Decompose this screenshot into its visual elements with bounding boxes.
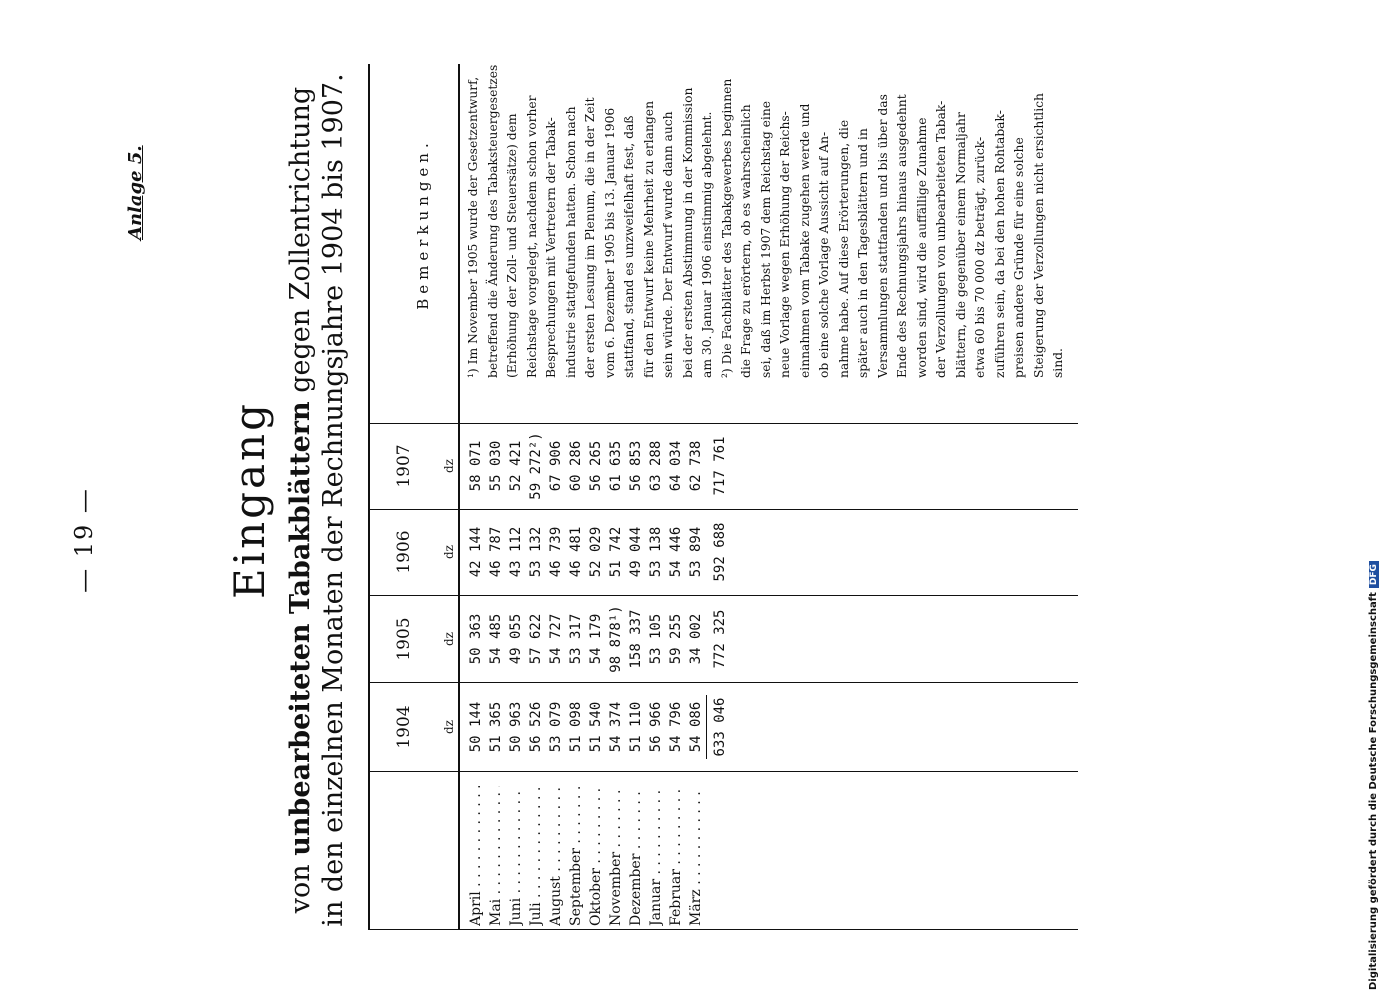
table-cell-1906: 46 739 <box>548 526 564 578</box>
remark-line: etwa 60 bis 70 000 dz beträgt, zurück- <box>973 136 987 378</box>
col-header-1907: 1907 <box>394 444 414 488</box>
page-number: — 19 — <box>70 487 98 593</box>
unit-1906: dz <box>442 545 456 560</box>
table-cell-1905: 53 105 <box>648 613 664 665</box>
table-cell-1907: 56 265 <box>588 440 604 492</box>
table-cell-1907: 63 288 <box>648 440 664 492</box>
table-cell-1906: 52 029 <box>588 526 604 578</box>
table-cell-1904: 51 540 <box>588 701 604 753</box>
table-cell-1906: 49 044 <box>628 526 644 578</box>
table-cell-1906: 53 132 <box>528 526 544 578</box>
table-cell-1905: 98 878¹) <box>608 605 624 673</box>
table-cell-1904: 53 079 <box>548 701 564 753</box>
remark-line: Ende des Rechnungsjahrs hinaus ausgedehnt <box>895 94 909 378</box>
table-row-month: September . . . <box>568 786 584 926</box>
title-subtitle-1-post: gegen Zollentrichtung <box>285 86 316 402</box>
col-divider-1905 <box>368 682 1078 683</box>
side-caption-text: Digitalisierung gefördert durch die Deutsche Forschungsgemeinschaft <box>1368 592 1379 990</box>
table-cell-1905: 158 337 <box>628 609 644 669</box>
side-caption <box>1366 10 1382 990</box>
table-cell-1906: 46 787 <box>488 526 504 578</box>
table-cell-1905: 54 485 <box>488 613 504 665</box>
table-row-month: Mai . . . <box>488 786 504 926</box>
table-cell-1907: 61 635 <box>608 440 624 492</box>
table-cell-1905: 59 255 <box>668 613 684 665</box>
table-row-month: Februar . . . <box>668 786 684 926</box>
table-cell-1907: 60 286 <box>568 440 584 492</box>
dfg-logo: DFG <box>1369 561 1379 588</box>
table-cell-1906: 42 144 <box>468 526 484 578</box>
remark-line: für den Entwurf keine Mehrheit zu erlangen <box>641 101 656 378</box>
table-total-1906: 592 688 <box>712 522 728 582</box>
table-cell-1904: 51 098 <box>568 701 584 753</box>
remark-line: zuführen sein, da bei den hohen Rohtabak- <box>992 110 1007 378</box>
col-header-1906: 1906 <box>394 530 414 574</box>
remark-line: (Erhöhung der Zoll- und Steuersätze) dem <box>505 113 519 378</box>
remark-line: neue Vorlage wegen Erhöhung der Reichs- <box>778 111 792 378</box>
table-cell-1905: 34 002 <box>688 613 704 665</box>
remark-line: sei, daß im Herbst 1907 dem Reichstag eine <box>758 100 773 378</box>
remark-line: sein würde. Der Entwurf wurde dann auch <box>661 111 675 378</box>
remark-line: einnahmen vom Tabake zugehen werde und <box>797 103 812 378</box>
remark-line: Reichstage vorgelegt, nachdem schon vorher <box>524 95 539 378</box>
table-header-rule <box>458 64 460 930</box>
table-cell-1907: 67 906 <box>548 440 564 492</box>
title-main: Eingang <box>225 401 274 600</box>
unit-1905: dz <box>442 632 456 647</box>
table-row-month: Dezember . . . <box>628 786 644 926</box>
title-subtitle-1-pre: von <box>285 855 316 914</box>
table-row-month: Juli . . . <box>528 786 544 926</box>
table-cell-1904: 54 796 <box>668 701 684 753</box>
table-cell-1904: 51 110 <box>628 701 644 753</box>
table-cell-1907: 58 071 <box>468 440 484 492</box>
table-row-month: November . . . <box>608 786 624 926</box>
sum-rule-1904 <box>706 695 707 759</box>
title-subtitle-1-bold: unbearbeiteten Tabakblättern <box>285 401 316 856</box>
table-cell-1907: 64 034 <box>668 440 684 492</box>
table-cell-1907: 62 738 <box>688 440 704 492</box>
table-left-rule <box>368 929 1078 930</box>
remark-line: blättern, die gegenüber einem Normaljahr <box>953 112 968 378</box>
remark-line: der ersten Lesung im Plenum, die in der Zeit <box>583 97 597 378</box>
remark-line: nahme habe. Auf diese Erörterungen, die <box>836 119 851 378</box>
col-header-1905: 1905 <box>394 617 414 661</box>
remark-line: am 30. Januar 1906 einstimmig abgelehnt. <box>700 111 714 378</box>
remark-line: worden sind, wird die auffällige Zunahme <box>914 117 929 378</box>
remark-line: später auch in den Tagesblättern und in <box>856 128 870 378</box>
table-cell-1904: 50 144 <box>468 701 484 753</box>
table-cell-1905: 54 179 <box>588 613 604 665</box>
table-cell-1905: 57 622 <box>528 613 544 665</box>
table-cell-1907: 56 853 <box>628 440 644 492</box>
table-cell-1905: 50 363 <box>468 613 484 665</box>
table-cell-1907: 55 030 <box>488 440 504 492</box>
remark-line: preisen andere Gründe für eine solche <box>1012 137 1026 378</box>
table-row-month: Oktober . . . <box>588 786 604 926</box>
table-cell-1906: 43 112 <box>508 526 524 578</box>
col-header-1904: 1904 <box>394 705 414 749</box>
remark-line: industrie stattgefunden hatten. Schon nach <box>563 106 578 378</box>
remark-line: vom 6. Dezember 1905 bis 13. Januar 1906 <box>602 107 617 378</box>
remark-line: Versammlungen stattfanden und bis über das <box>875 94 890 378</box>
remark-line: ¹) Im November 1905 wurde der Gesetzentwurf, <box>466 76 480 378</box>
customs-table <box>368 64 1078 930</box>
table-cell-1904: 51 365 <box>488 701 504 753</box>
remark-line: Besprechungen mit Vertretern der Tabak- <box>544 117 558 378</box>
table-total-1905: 772 325 <box>712 609 728 669</box>
table-total-1907: 717 761 <box>712 436 728 496</box>
table-row-month: Januar . . . <box>648 786 664 926</box>
remark-line: stattfand, stand es unzweifelhaft fest, daß <box>622 115 636 378</box>
remarks-header: Bemerkungen. <box>414 138 432 310</box>
table-cell-1904: 54 086 <box>688 701 704 753</box>
table-top-rule <box>368 64 370 930</box>
table-cell-1904: 54 374 <box>608 701 624 753</box>
table-cell-1904: 56 526 <box>528 701 544 753</box>
remark-line: die Frage zu erörtern, ob es wahrscheinlich <box>739 104 753 378</box>
table-total-1904: 633 046 <box>712 697 728 757</box>
unit-1907: dz <box>442 459 456 474</box>
remark-line: bei der ersten Abstimmung in der Kommission <box>680 87 695 378</box>
table-cell-1904: 56 966 <box>648 701 664 753</box>
table-cell-1904: 50 963 <box>508 701 524 753</box>
table-cell-1905: 49 055 <box>508 613 524 665</box>
table-cell-1907: 52 421 <box>508 440 524 492</box>
remark-line: sind. <box>1051 348 1065 378</box>
title-subtitle-1 <box>285 0 316 1000</box>
table-cell-1906: 53 138 <box>648 526 664 578</box>
table-row-month: April . . . <box>468 786 484 926</box>
table-row-month: August . . . <box>548 786 564 926</box>
table-cell-1906: 54 446 <box>668 526 684 578</box>
table-row-month: Juni . . . <box>508 786 524 926</box>
col-divider-1904 <box>368 771 1078 772</box>
title-subtitle-2: in den einzelnen Monaten der Rechnungsjahre 1904 bis 1907. <box>318 73 349 927</box>
remark-line: Steigerung der Verzollungen nicht ersichtlich <box>1031 93 1046 378</box>
appendix-label: Anlage 5. <box>125 145 146 240</box>
remark-line: der Verzollungen von unbearbeiteten Tabak- <box>934 100 948 378</box>
table-cell-1905: 53 317 <box>568 613 584 665</box>
table-row-month: März . . . <box>688 786 704 926</box>
table-cell-1906: 53 894 <box>688 526 704 578</box>
table-cell-1907: 59 272²) <box>528 432 544 500</box>
remark-line: ²) Die Fachblätter des Tabakgewerbes beginnen <box>719 78 734 378</box>
unit-1904: dz <box>442 720 456 735</box>
table-cell-1906: 46 481 <box>568 526 584 578</box>
table-cell-1906: 51 742 <box>608 526 624 578</box>
remark-line: betreffend die Änderung des Tabaksteuergesetzes <box>485 64 500 378</box>
remark-line: ob eine solche Vorlage Aussicht auf An- <box>817 131 831 378</box>
table-cell-1905: 54 727 <box>548 613 564 665</box>
